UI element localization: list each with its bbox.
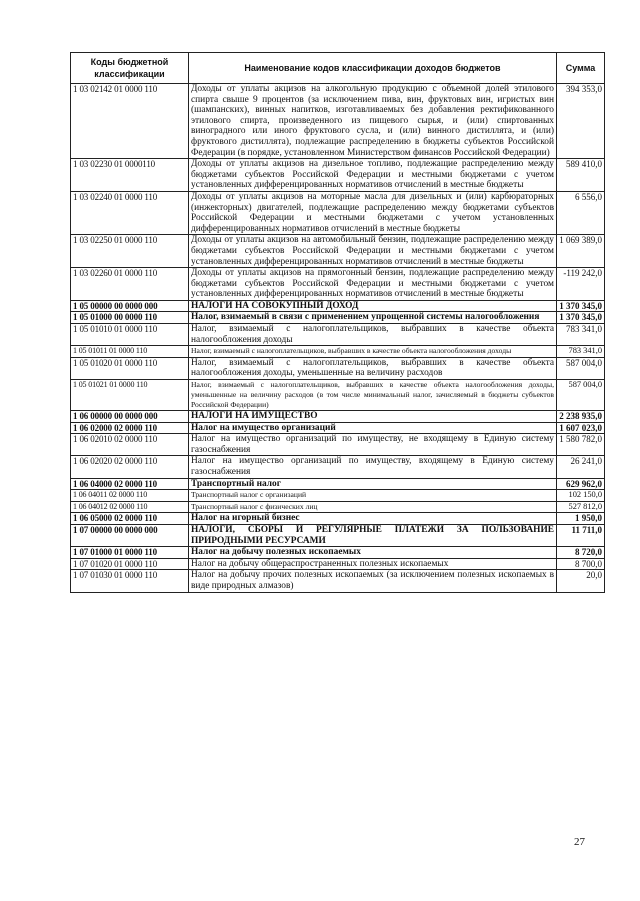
table-row: [71, 235, 605, 268]
table-row: [71, 357, 605, 379]
amount: 527 812,0: [557, 501, 605, 513]
amount: 2 238 935,0: [557, 411, 605, 423]
classification-code: 1 06 00000 00 0000 000: [71, 411, 189, 423]
amount: 587 004,0: [557, 380, 605, 411]
table-row: [71, 422, 605, 434]
header-code: Коды бюджетной классификации: [71, 53, 189, 84]
table-row: [71, 346, 605, 358]
classification-code: 1 03 02142 01 0000 110: [71, 84, 189, 159]
amount: 26 241,0: [557, 456, 605, 478]
classification-code: 1 03 02240 01 0000 110: [71, 191, 189, 234]
classification-code: 1 03 02250 01 0000 110: [71, 235, 189, 268]
table-row: [71, 312, 605, 324]
revenue-name: НАЛОГИ НА ИМУЩЕСТВО: [189, 411, 557, 423]
revenue-name: Налог на имущество организаций по имуществу, не входящему в Единую систему газоснабжения: [189, 434, 557, 456]
revenue-name: Налог на игорный бизнес: [189, 513, 557, 525]
classification-code: 1 05 01011 01 0000 110: [71, 346, 189, 358]
revenue-name: Налог на добычу общераспространенных полезных ископаемых: [189, 558, 557, 570]
header-name: Наименование кодов классификации доходов бюджетов: [189, 53, 557, 84]
amount: 589 410,0: [557, 159, 605, 192]
amount: 20,0: [557, 570, 605, 592]
amount: 1 069 389,0: [557, 235, 605, 268]
revenue-name: Налог на добычу полезных ископаемых: [189, 547, 557, 559]
revenue-name: НАЛОГИ НА СОВОКУПНЫЙ ДОХОД: [189, 300, 557, 312]
amount: 102 150,0: [557, 490, 605, 502]
amount: 394 353,0: [557, 84, 605, 159]
table-row: [71, 159, 605, 192]
revenue-name: Транспортный налог: [189, 478, 557, 490]
amount: 1 950,0: [557, 513, 605, 525]
amount: 11 711,0: [557, 524, 605, 546]
classification-code: 1 05 01010 01 0000 110: [71, 324, 189, 346]
classification-code: 1 03 02230 01 0000110: [71, 159, 189, 192]
table-row: [71, 490, 605, 502]
table-row: [71, 524, 605, 546]
revenue-name: Доходы от уплаты акцизов на дизельное топливо, подлежащие распределению между бюджетами субъектов Российской Федерации и местными бюджетами с учетом установленных дифференцированных нормативов отчислений в местные бюджеты: [189, 159, 557, 192]
classification-code: 1 05 01020 01 0000 110: [71, 357, 189, 379]
table-row: [71, 434, 605, 456]
classification-code: 1 06 02020 02 0000 110: [71, 456, 189, 478]
budget-revenue-table: [70, 52, 605, 593]
table-row: [71, 547, 605, 559]
classification-code: 1 05 00000 00 0000 000: [71, 300, 189, 312]
amount: -119 242,0: [557, 268, 605, 301]
classification-code: 1 05 01000 00 0000 110: [71, 312, 189, 324]
header-sum: Сумма: [557, 53, 605, 84]
revenue-name: Налог, взимаемый в связи с применением упрощенной системы налогообложения: [189, 312, 557, 324]
amount: 1 607 023,0: [557, 422, 605, 434]
revenue-name: Доходы от уплаты акцизов на алкогольную продукцию с объемной долей этилового спирта свыше 9 процентов (за исключением пива, вин, фруктовых вин, игристых вин (шампанских), винных напитков, изготавливаемых без добавления ректификованного этилового спирта, произведенного из пищевого сырья, и (или) спиртованных виноградного или иного фруктового сусла, и (или) винного дистиллята, и (или) фруктового дистиллята), подлежащие распределению в бюджеты субъектов Российской Федерации (в порядке, установленном Министерством финансов Российской Федерации): [189, 84, 557, 159]
revenue-name: Налог, взимаемый с налогоплательщиков, выбравших в качестве объекта налогообложения доходы, уменьшенные на величину расходов: [189, 357, 557, 379]
revenue-name: Налог, взимаемый с налогоплательщиков, выбравших в качестве объекта налогообложения доходы, уменьшенные на величину расходов (в том числе минимальный налог, зачисляемый в бюджеты субъектов Российской Федерации): [189, 380, 557, 411]
amount: 8 720,0: [557, 547, 605, 559]
table-body: [71, 84, 605, 593]
table-row: [71, 558, 605, 570]
document-page: [70, 52, 604, 593]
amount: 1 370 345,0: [557, 312, 605, 324]
classification-code: 1 06 05000 02 0000 110: [71, 513, 189, 525]
amount: 783 341,0: [557, 346, 605, 358]
revenue-name: Налог, взимаемый с налогоплательщиков, выбравших в качестве объекта налогообложения доходы: [189, 324, 557, 346]
table-header-row: [71, 53, 605, 84]
revenue-name: НАЛОГИ, СБОРЫ И РЕГУЛЯРНЫЕ ПЛАТЕЖИ ЗА ПОЛЬЗОВАНИЕ ПРИРОДНЫМИ РЕСУРСАМИ: [189, 524, 557, 546]
classification-code: 1 06 02000 02 0000 110: [71, 422, 189, 434]
table-row: [71, 570, 605, 592]
table-row: [71, 300, 605, 312]
revenue-name: Доходы от уплаты акцизов на автомобильный бензин, подлежащие распределению между бюджетами субъектов Российской Федерации и местными бюджетами с учетом установленных дифференцированных нормативов отчислений в местные бюджеты: [189, 235, 557, 268]
revenue-name: Налог на добычу прочих полезных ископаемых (за исключением полезных ископаемых в виде природных алмазов): [189, 570, 557, 592]
revenue-name: Налог, взимаемый с налогоплательщиков, выбравших в качестве объекта налогообложения доходы: [189, 346, 557, 358]
amount: 1 370 345,0: [557, 300, 605, 312]
amount: 783 341,0: [557, 324, 605, 346]
table-row: [71, 501, 605, 513]
revenue-name: Налог на имущество организаций: [189, 422, 557, 434]
amount: 1 580 782,0: [557, 434, 605, 456]
classification-code: 1 07 01030 01 0000 110: [71, 570, 189, 592]
classification-code: 1 05 01021 01 0000 110: [71, 380, 189, 411]
classification-code: 1 07 01000 01 0000 110: [71, 547, 189, 559]
table-row: [71, 380, 605, 411]
table-row: [71, 513, 605, 525]
table-row: [71, 478, 605, 490]
classification-code: 1 03 02260 01 0000 110: [71, 268, 189, 301]
amount: 587 004,0: [557, 357, 605, 379]
amount: 629 962,0: [557, 478, 605, 490]
revenue-name: Налог на имущество организаций по имуществу, входящему в Единую систему газоснабжения: [189, 456, 557, 478]
amount: 6 556,0: [557, 191, 605, 234]
classification-code: 1 07 01020 01 0000 110: [71, 558, 189, 570]
table-row: [71, 411, 605, 423]
classification-code: 1 06 04000 02 0000 110: [71, 478, 189, 490]
table-row: [71, 191, 605, 234]
revenue-name: Транспортный налог с физических лиц: [189, 501, 557, 513]
table-row: [71, 268, 605, 301]
page-number: 27: [574, 836, 585, 848]
amount: 8 700,0: [557, 558, 605, 570]
classification-code: 1 06 02010 02 0000 110: [71, 434, 189, 456]
table-row: [71, 324, 605, 346]
classification-code: 1 06 04012 02 0000 110: [71, 501, 189, 513]
table-row: [71, 84, 605, 159]
revenue-name: Доходы от уплаты акцизов на моторные масла для дизельных и (или) карбюраторных (инжекторных) двигателей, подлежащие распределению между бюджетами субъектов Российской Федерации и местными бюджетами с учетом установленных дифференцированных нормативов отчислений в местные бюджеты: [189, 191, 557, 234]
revenue-name: Доходы от уплаты акцизов на прямогонный бензин, подлежащие распределению между бюджетами субъектов Российской Федерации и местными бюджетами с учетом установленных дифференцированных нормативов отчислений в местные бюджеты: [189, 268, 557, 301]
classification-code: 1 06 04011 02 0000 110: [71, 490, 189, 502]
revenue-name: Транспортный налог с организаций: [189, 490, 557, 502]
table-row: [71, 456, 605, 478]
classification-code: 1 07 00000 00 0000 000: [71, 524, 189, 546]
